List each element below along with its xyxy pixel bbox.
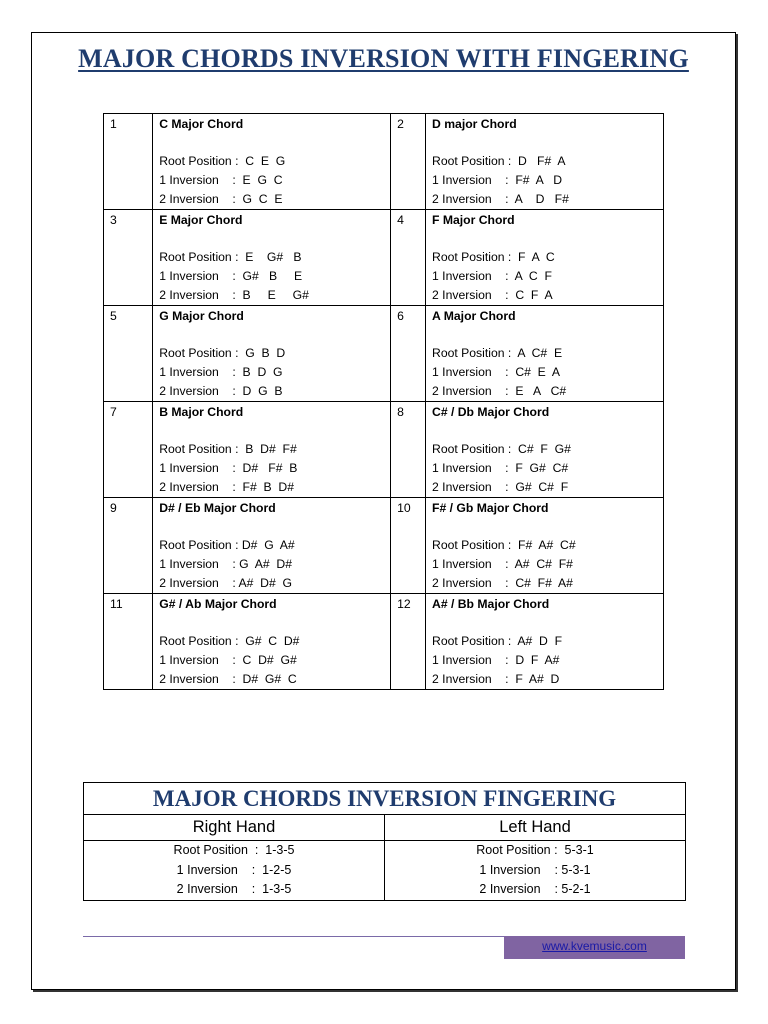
root-position: Root Position : C E G bbox=[159, 154, 286, 168]
left-first-inversion: 1 Inversion : 5-3-1 bbox=[479, 862, 591, 877]
chord-cell bbox=[426, 498, 664, 594]
spacer bbox=[159, 422, 384, 440]
first-inversion: 1 Inversion : D F A# bbox=[432, 653, 560, 667]
page-title: MAJOR CHORDS INVERSION WITH FINGERING bbox=[78, 44, 689, 73]
right-first-inversion: 1 Inversion : 1-2-5 bbox=[176, 862, 292, 877]
second-inversion: 2 Inversion : G C E bbox=[159, 192, 283, 206]
second-inversion: 2 Inversion : F A# D bbox=[432, 672, 560, 686]
spacer bbox=[432, 614, 657, 632]
second-inversion: 2 Inversion : D G B bbox=[159, 384, 283, 398]
chord-cell bbox=[426, 306, 664, 402]
chord-number: 11 bbox=[104, 594, 153, 690]
root-position: Root Position : F A C bbox=[432, 250, 555, 264]
second-inversion: 2 Inversion : A D F# bbox=[432, 192, 569, 206]
chord-row bbox=[104, 306, 664, 402]
second-inversion: 2 Inversion : D# G# C bbox=[159, 672, 297, 686]
first-inversion: 1 Inversion : C# E A bbox=[432, 365, 561, 379]
right-second-inversion: 2 Inversion : 1-3-5 bbox=[176, 882, 292, 896]
chord-name: F Major Chord bbox=[432, 213, 515, 227]
chord-number: 8 bbox=[391, 402, 426, 498]
chord-number: 4 bbox=[391, 210, 426, 306]
spacer bbox=[159, 326, 384, 344]
root-position: Root Position : D# G A# bbox=[159, 538, 295, 552]
chord-cell bbox=[426, 210, 664, 306]
first-inversion: 1 Inversion : D# F# B bbox=[159, 461, 298, 475]
second-inversion: 2 Inversion : A# D# G bbox=[159, 576, 292, 590]
spacer bbox=[432, 326, 657, 344]
chord-number: 10 bbox=[391, 498, 426, 594]
chord-number: 7 bbox=[104, 402, 153, 498]
chord-row bbox=[104, 594, 664, 690]
fingering-table bbox=[83, 782, 686, 901]
footer-link-box bbox=[504, 936, 685, 959]
second-inversion: 2 Inversion : C# F# A# bbox=[432, 576, 573, 590]
spacer bbox=[159, 134, 384, 152]
chord-cell bbox=[153, 210, 391, 306]
chord-cell bbox=[426, 114, 664, 210]
first-inversion: 1 Inversion : F# A D bbox=[432, 173, 563, 187]
chord-name: E Major Chord bbox=[159, 213, 243, 227]
root-position: Root Position : F# A# C# bbox=[432, 538, 576, 552]
root-position: Root Position : B D# F# bbox=[159, 442, 297, 456]
root-position: Root Position : G B D bbox=[159, 346, 286, 360]
first-inversion: 1 Inversion : B D G bbox=[159, 365, 283, 379]
chord-row bbox=[104, 114, 664, 210]
root-position: Root Position : D F# A bbox=[432, 154, 566, 168]
chord-number: 3 bbox=[104, 210, 153, 306]
chord-name: G Major Chord bbox=[159, 309, 244, 323]
first-inversion: 1 Inversion : E G C bbox=[159, 173, 283, 187]
chord-name: F# / Gb Major Chord bbox=[432, 501, 549, 515]
left-hand-fingering bbox=[385, 841, 686, 901]
root-position: Root Position : C# F G# bbox=[432, 442, 571, 456]
second-inversion: 2 Inversion : F# B D# bbox=[159, 480, 295, 494]
chord-number: 9 bbox=[104, 498, 153, 594]
right-hand-header: Right Hand bbox=[84, 815, 385, 841]
chord-row bbox=[104, 210, 664, 306]
second-inversion: 2 Inversion : C F A bbox=[432, 288, 553, 302]
first-inversion: 1 Inversion : G A# D# bbox=[159, 557, 292, 571]
second-inversion: 2 Inversion : E A C# bbox=[432, 384, 567, 398]
chord-cell bbox=[153, 306, 391, 402]
spacer bbox=[432, 518, 657, 536]
chord-name: A Major Chord bbox=[432, 309, 516, 323]
root-position: Root Position : A# D F bbox=[432, 634, 563, 648]
first-inversion: 1 Inversion : G# B E bbox=[159, 269, 303, 283]
spacer bbox=[159, 230, 384, 248]
first-inversion: 1 Inversion : F G# C# bbox=[432, 461, 569, 475]
second-inversion: 2 Inversion : G# C# F bbox=[432, 480, 569, 494]
left-root-position: Root Position : 5-3-1 bbox=[476, 843, 594, 857]
chord-cell bbox=[426, 594, 664, 690]
chord-number: 2 bbox=[391, 114, 426, 210]
spacer bbox=[159, 518, 384, 536]
chord-cell bbox=[153, 594, 391, 690]
spacer bbox=[432, 134, 657, 152]
chord-name: C Major Chord bbox=[159, 117, 244, 131]
left-second-inversion: 2 Inversion : 5-2-1 bbox=[479, 882, 591, 896]
spacer bbox=[159, 614, 384, 632]
left-hand-header: Left Hand bbox=[385, 815, 686, 841]
root-position: Root Position : G# C D# bbox=[159, 634, 300, 648]
chord-cell bbox=[153, 114, 391, 210]
chord-name: C# / Db Major Chord bbox=[432, 405, 550, 419]
chord-cell bbox=[153, 498, 391, 594]
first-inversion: 1 Inversion : A# C# F# bbox=[432, 557, 573, 571]
root-position: Root Position : E G# B bbox=[159, 250, 302, 264]
spacer bbox=[432, 230, 657, 248]
right-hand-fingering bbox=[84, 841, 385, 901]
chord-name: D major Chord bbox=[432, 117, 517, 131]
chord-name: G# / Ab Major Chord bbox=[159, 597, 277, 611]
chord-number: 6 bbox=[391, 306, 426, 402]
chord-cell bbox=[153, 402, 391, 498]
chords-table bbox=[103, 113, 664, 690]
second-inversion: 2 Inversion : B E G# bbox=[159, 288, 309, 302]
chord-cell bbox=[426, 402, 664, 498]
chord-row bbox=[104, 498, 664, 594]
chord-number: 1 bbox=[104, 114, 153, 210]
chord-number: 5 bbox=[104, 306, 153, 402]
root-position: Root Position : A C# E bbox=[432, 346, 563, 360]
chord-name: B Major Chord bbox=[159, 405, 244, 419]
fingering-title: MAJOR CHORDS INVERSION FINGERING bbox=[84, 783, 686, 815]
right-root-position: Root Position : 1-3-5 bbox=[173, 843, 295, 857]
chord-number: 12 bbox=[391, 594, 426, 690]
website-link[interactable]: www.kvemusic.com bbox=[542, 939, 647, 953]
spacer bbox=[432, 422, 657, 440]
first-inversion: 1 Inversion : A C F bbox=[432, 269, 552, 283]
chord-name: A# / Bb Major Chord bbox=[432, 597, 550, 611]
first-inversion: 1 Inversion : C D# G# bbox=[159, 653, 297, 667]
chord-name: D# / Eb Major Chord bbox=[159, 501, 276, 515]
chord-row bbox=[104, 402, 664, 498]
